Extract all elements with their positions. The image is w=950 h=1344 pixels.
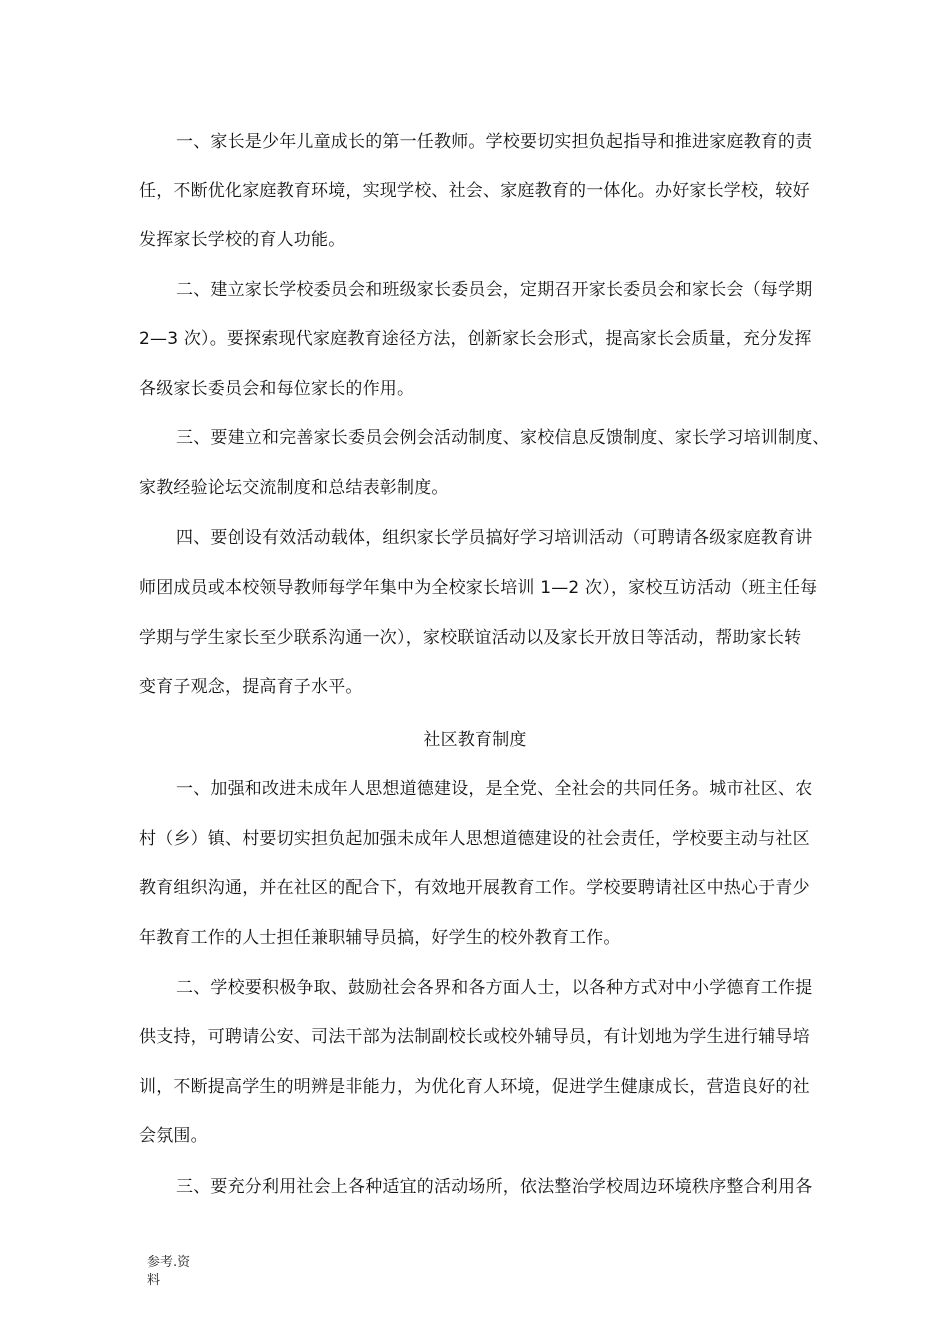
footer-line-1: 参考.资: [147, 1255, 191, 1270]
paragraph-3-line-2: 家教经验论坛交流制度和总结表彰制度。: [139, 478, 449, 498]
footer-line-2: 料: [147, 1273, 161, 1288]
paragraph-6-line-4: 会氛围。: [139, 1126, 208, 1146]
paragraph-1-line-2: 任，不断优化家庭教育环境，实现学校、社会、家庭教育的一体化。办好家长学校，较好: [139, 181, 810, 201]
paragraph-6-line-1: 二、学校要积极争取、鼓励社会各界和各方面人士，以各种方式对中小学德育工作提: [176, 978, 813, 998]
paragraph-4-line-1: 四、要创设有效活动载体，组织家长学员搞好学习培训活动（可聘请各级家庭教育讲: [176, 528, 813, 548]
paragraph-5-line-4: 年教育工作的人士担任兼职辅导员搞，好学生的校外教育工作。: [139, 928, 621, 948]
paragraph-5-line-2: 村（乡）镇、村要切实担负起加强未成年人思想道德建设的社会责任，学校要主动与社区: [139, 829, 810, 849]
paragraph-4-line-4: 变育子观念，提高育子水平。: [139, 677, 363, 697]
paragraph-2-line-3: 各级家长委员会和每位家长的作用。: [139, 379, 415, 399]
paragraph-6-line-2: 供支持，可聘请公安、司法干部为法制副校长或校外辅导员，有计划地为学生进行辅导培: [139, 1027, 810, 1047]
paragraph-7-line-1: 三、要充分利用社会上各种适宜的活动场所，依法整治学校周边环境秩序整合利用各: [176, 1177, 813, 1197]
paragraph-2-line-2: 2—3 次）。要探索现代家庭教育途径方法，创新家长会形式，提高家长会质量，充分发挥: [139, 329, 812, 349]
paragraph-1-line-1: 一、家长是少年儿童成长的第一任教师。学校要切实担负起指导和推进家庭教育的责: [176, 132, 813, 152]
paragraph-5-line-1: 一、加强和改进未成年人思想道德建设，是全党、全社会的共同任务。城市社区、农: [176, 779, 813, 799]
paragraph-1-line-3: 发挥家长学校的育人功能。: [139, 230, 346, 250]
paragraph-5-line-3: 教育组织沟通，并在社区的配合下，有效地开展教育工作。学校要聘请社区中热心于青少: [139, 878, 810, 898]
paragraph-4-line-3: 学期与学生家长至少联系沟通一次），家校联谊活动以及家长开放日等活动，帮助家长转: [139, 628, 802, 648]
section-heading: 社区教育制度: [423, 730, 527, 750]
paragraph-3-line-1: 三、要建立和完善家长委员会例会活动制度、家校信息反馈制度、家长学习培训制度、: [176, 428, 830, 448]
paragraph-4-line-2: 师团成员或本校领导教师每学年集中为全校家长培训 1—2 次），家校互访活动（班主任每: [139, 578, 818, 598]
paragraph-6-line-3: 训，不断提高学生的明辨是非能力，为优化育人环境，促进学生健康成长，营造良好的社: [139, 1077, 810, 1097]
paragraph-2-line-1: 二、建立家长学校委员会和班级家长委员会，定期召开家长委员会和家长会（每学期: [176, 280, 813, 300]
